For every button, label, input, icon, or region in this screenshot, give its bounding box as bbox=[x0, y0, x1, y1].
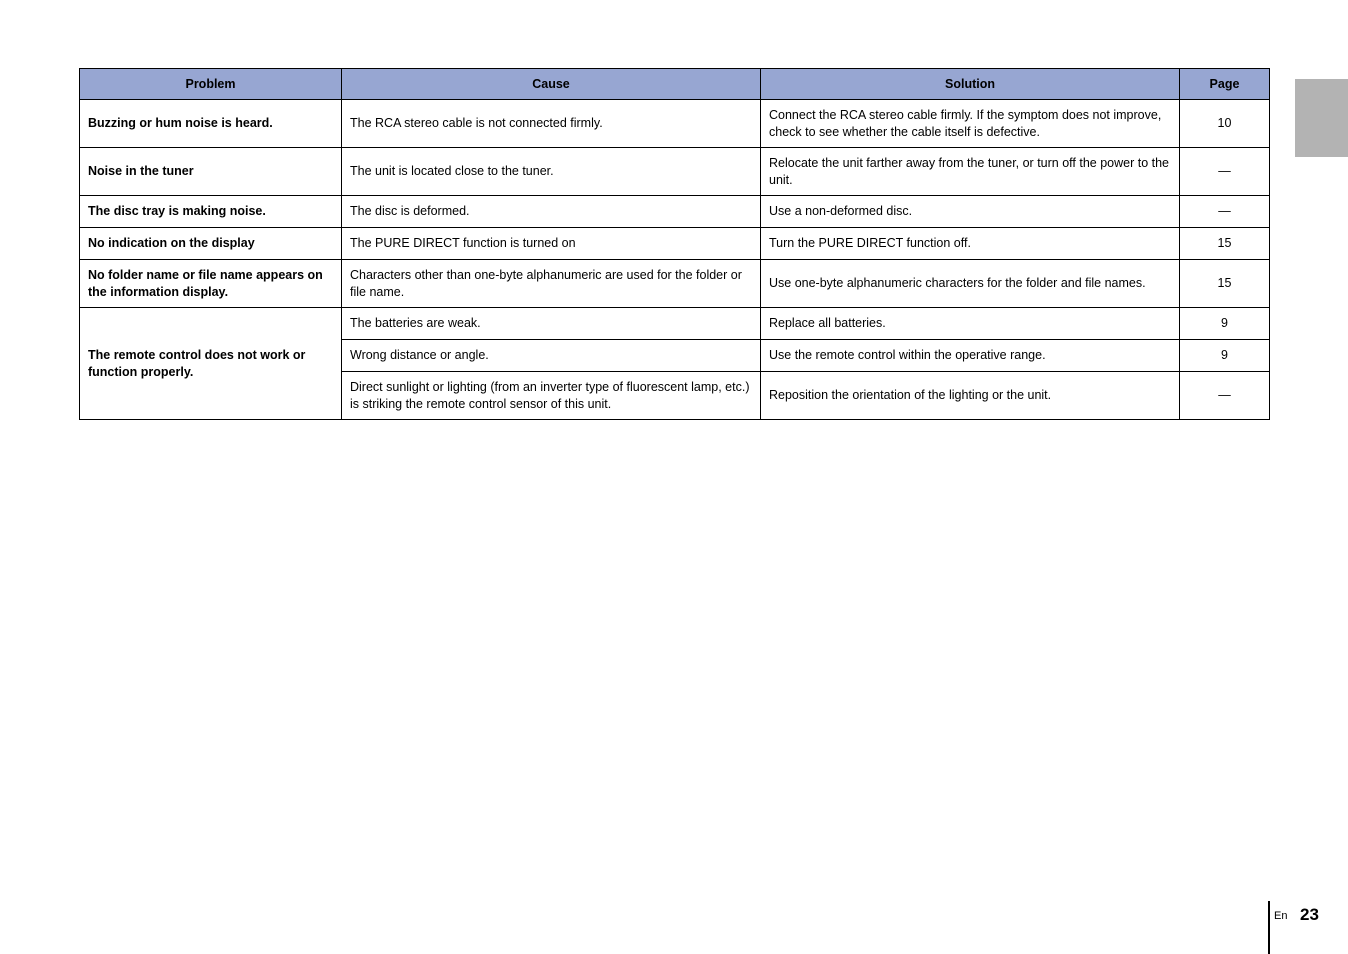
problem-cell: No indication on the display bbox=[80, 228, 342, 260]
cause-cell: Direct sunlight or lighting (from an inverter type of fluorescent lamp, etc.) is striking the remote control sensor of this unit. bbox=[342, 372, 761, 420]
header-problem: Problem bbox=[80, 69, 342, 100]
troubleshooting-table bbox=[79, 68, 1270, 420]
solution-cell: Reposition the orientation of the lighting or the unit. bbox=[761, 372, 1180, 420]
header-solution: Solution bbox=[761, 69, 1180, 100]
table-row bbox=[80, 148, 1270, 196]
solution-cell: Turn the PURE DIRECT function off. bbox=[761, 228, 1180, 260]
table-row bbox=[80, 196, 1270, 228]
page-cell: 9 bbox=[1180, 308, 1270, 340]
table-row bbox=[80, 100, 1270, 148]
cause-cell: The unit is located close to the tuner. bbox=[342, 148, 761, 196]
solution-cell: Use a non-deformed disc. bbox=[761, 196, 1180, 228]
cause-cell: The RCA stereo cable is not connected firmly. bbox=[342, 100, 761, 148]
table-row bbox=[80, 260, 1270, 308]
problem-cell: No folder name or file name appears on the information display. bbox=[80, 260, 342, 308]
page-cell: — bbox=[1180, 148, 1270, 196]
header-cause: Cause bbox=[342, 69, 761, 100]
table-row bbox=[80, 228, 1270, 260]
footer-divider bbox=[1268, 901, 1270, 954]
page-cell: 10 bbox=[1180, 100, 1270, 148]
page-cell: 15 bbox=[1180, 260, 1270, 308]
page-number: 23 bbox=[1300, 905, 1319, 924]
cause-cell: The PURE DIRECT function is turned on bbox=[342, 228, 761, 260]
problem-cell: Noise in the tuner bbox=[80, 148, 342, 196]
solution-cell: Use the remote control within the operative range. bbox=[761, 340, 1180, 372]
page-cell: 9 bbox=[1180, 340, 1270, 372]
page-cell: — bbox=[1180, 372, 1270, 420]
table-row bbox=[80, 308, 1270, 340]
solution-cell: Connect the RCA stereo cable firmly. If the symptom does not improve, check to see whether the cable itself is defective. bbox=[761, 100, 1180, 148]
solution-cell: Replace all batteries. bbox=[761, 308, 1180, 340]
page-cell: 15 bbox=[1180, 228, 1270, 260]
solution-cell: Use one-byte alphanumeric characters for the folder and file names. bbox=[761, 260, 1180, 308]
table-header-row bbox=[80, 69, 1270, 100]
problem-cell: The remote control does not work or function properly. bbox=[80, 308, 342, 420]
cause-cell: Characters other than one-byte alphanumeric are used for the folder or file name. bbox=[342, 260, 761, 308]
cause-cell: Wrong distance or angle. bbox=[342, 340, 761, 372]
cause-cell: The batteries are weak. bbox=[342, 308, 761, 340]
solution-cell: Relocate the unit farther away from the tuner, or turn off the power to the unit. bbox=[761, 148, 1180, 196]
footer-language: En bbox=[1274, 910, 1288, 922]
section-side-tab bbox=[1295, 79, 1348, 157]
cause-cell: The disc is deformed. bbox=[342, 196, 761, 228]
page-cell: — bbox=[1180, 196, 1270, 228]
problem-cell: Buzzing or hum noise is heard. bbox=[80, 100, 342, 148]
problem-cell: The disc tray is making noise. bbox=[80, 196, 342, 228]
header-page: Page bbox=[1180, 69, 1270, 100]
